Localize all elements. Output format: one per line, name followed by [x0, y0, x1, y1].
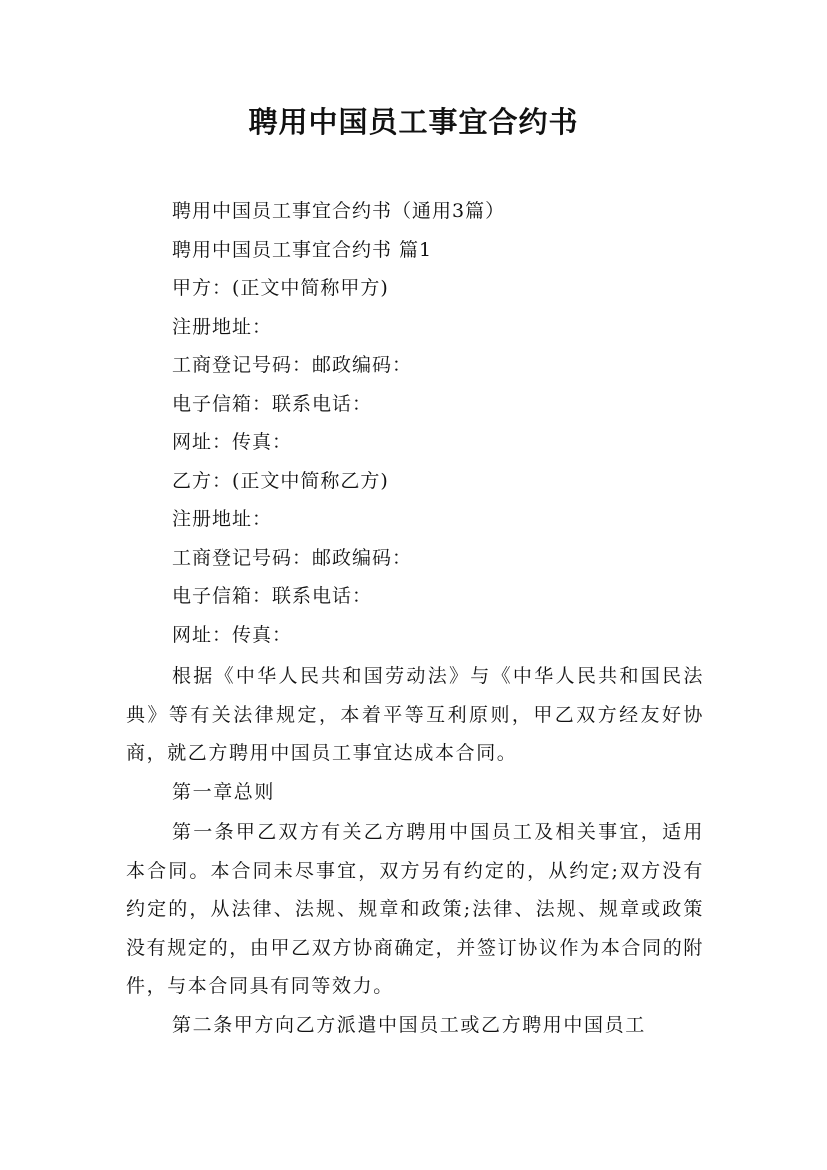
party-b-registration-line: 工商登记号码：邮政编码：	[172, 547, 413, 569]
party-b-contact-line: 电子信箱：联系电话：	[172, 585, 373, 607]
document-title: 聘用中国员工事宜合约书	[248, 105, 579, 139]
party-a-web-line: 网址：传真：	[172, 431, 293, 453]
party-a-line: 甲方：(正文中简称甲方)	[172, 277, 389, 299]
intro-paragraph: 根据《中华人民共和国劳动法》与《中华人民共和国民法典》等有关法律规定，本着平等互利原则，甲乙双方经友好协商，就乙方聘用中国员工事宜达成本合同。	[126, 665, 704, 764]
party-b-web-line: 网址：传真：	[172, 624, 293, 646]
section-heading-line: 聘用中国员工事宜合约书 篇1	[172, 239, 433, 261]
chapter-one-heading: 第一章总则	[172, 781, 276, 803]
article-one-paragraph: 第一条甲乙双方有关乙方聘用中国员工及相关事宜，适用本合同。本合同未尽事宜，双方另有约定的，从约定;双方没有约定的，从法律、法规、规章和政策;法律、法规、规章或政策没有规定的，由甲乙双方协商确定，并签订协议作为本合同的附件，与本合同具有同等效力。	[126, 821, 704, 997]
party-a-contact-line: 电子信箱：联系电话：	[172, 393, 373, 415]
party-b-line: 乙方：(正文中简称乙方)	[172, 470, 389, 492]
party-a-registration-line: 工商登记号码：邮政编码：	[172, 354, 413, 376]
party-a-address-line: 注册地址：	[172, 316, 273, 338]
subtitle-line: 聘用中国员工事宜合约书（通用3篇）	[172, 200, 506, 222]
article-two-paragraph: 第二条甲方向乙方派遣中国员工或乙方聘用中国员工	[172, 1014, 646, 1036]
party-b-address-line: 注册地址：	[172, 508, 273, 530]
